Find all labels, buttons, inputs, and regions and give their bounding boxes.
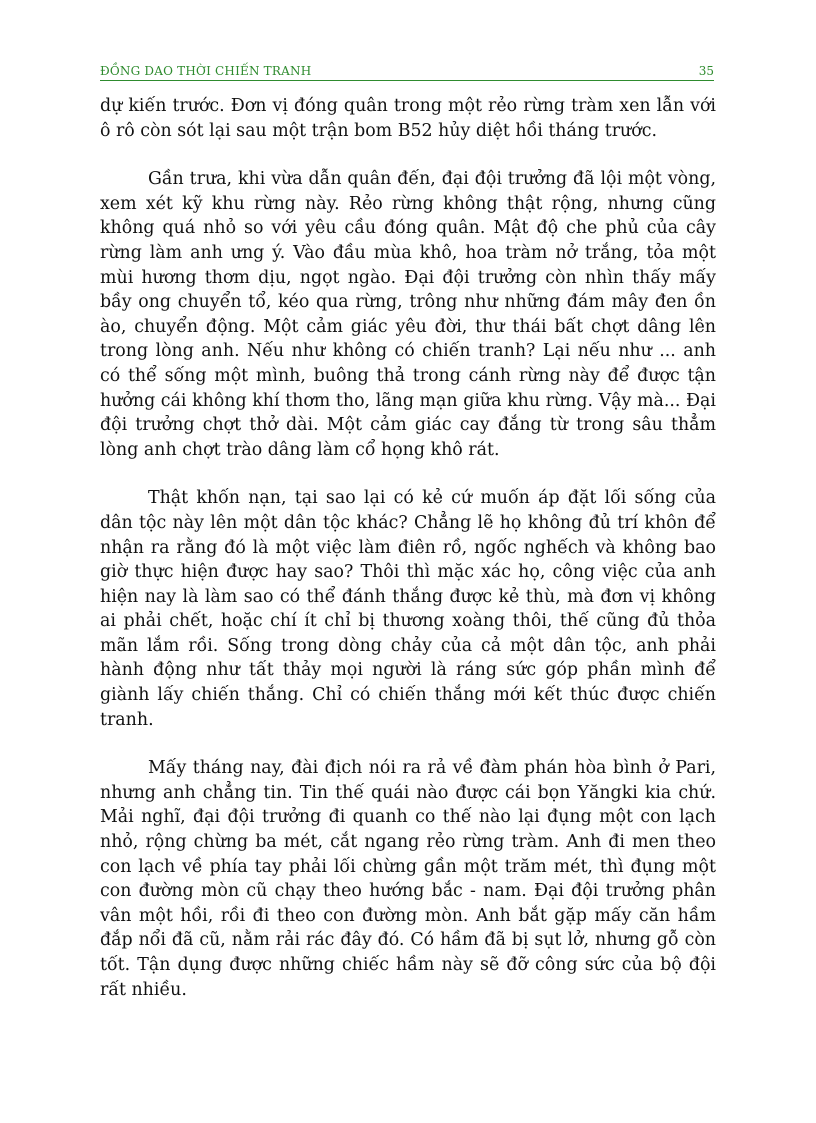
paragraph-4: Mấy tháng nay, đài địch nói ra rả về đàm phán hòa bình ở Pari, nhưng anh chẳng tin. Tin thế quái nào được cái bọn Yăngki kia chứ. Mải nghĩ, đại đội trưởng đi quanh co thế nào lại đụng một con lạch nhỏ, rộng chừng ba mét, cắt ngang rẻo rừng tràm. Anh đi men theo con lạch về phía tay phải lối chừng gần một trăm mét, thì đụng một con đường mòn cũ chạy theo hướng bắc - nam. Đại đội trưởng phân vân một hồi, rồi đi theo con đường mòn. Anh bắt gặp mấy căn hầm đắp nổi đã cũ, nằm rải rác đây đó. Có hầm đã bị sụt lở, nhưng gỗ còn tốt. Tận dụng được những chiếc hầm này sẽ đỡ công sức của bộ đội rất nhiều.	[100, 758, 716, 1000]
running-header	[100, 64, 714, 81]
paragraph-3: Thật khốn nạn, tại sao lại có kẻ cứ muốn áp đặt lối sống của dân tộc này lên một dân tộc khác? Chẳng lẽ họ không đủ trí khôn để nhận ra rằng đó là một việc làm điên rồ, ngốc nghếch và không bao giờ thực hiện được hay sao? Thôi thì mặc xác họ, công việc của anh hiện nay là làm sao có thể đánh thắng được kẻ thù, mà đơn vị không ai phải chết, hoặc chí ít chỉ bị thương xoàng thôi, thế cũng đủ thỏa mãn lắm rồi. Sống trong dòng chảy của cả một dân tộc, anh phải hành động như tất thảy mọi người là ráng sức góp phần mình để giành lấy chiến thắng. Chỉ có chiến thắng mới kết thúc được chiến tranh.	[100, 488, 716, 730]
page-number: 35	[698, 64, 714, 78]
header-title: ĐỒNG DAO THỜI CHIẾN TRANH	[100, 64, 312, 78]
body-text	[100, 94, 716, 1026]
paragraph-2: Gần trưa, khi vừa dẫn quân đến, đại đội trưởng đã lội một vòng, xem xét kỹ khu rừng này. Rẻo rừng không thật rộng, nhưng cũng không quá nhỏ so với yêu cầu đóng quân. Mật độ che phủ của cây rừng làm anh ưng ý. Vào đầu mùa khô, hoa tràm nở trắng, tỏa một mùi hương thơm dịu, ngọt ngào. Đại đội trưởng còn nhìn thấy mấy bầy ong chuyển tổ, kéo qua rừng, trông như những đám mây đen ồn ào, chuyển động. Một cảm giác yêu đời, thư thái bất chợt dâng lên trong lòng anh. Nếu như không có chiến tranh? Lại nếu như ... anh có thể sống một mình, buông thả trong cánh rừng này để được tận hưởng cái không khí thơm tho, lãng mạn giữa khu rừng. Vậy mà... Đại đội trưởng chợt thở dài. Một cảm giác cay đắng từ trong sâu thẳm lòng anh chợt trào dâng làm cổ họng khô rát.	[100, 169, 716, 460]
paragraph-1: dự kiến trước. Đơn vị đóng quân trong một rẻo rừng tràm xen lẫn với ô rô còn sót lại sau một trận bom B52 hủy diệt hồi tháng trước.	[100, 96, 716, 141]
